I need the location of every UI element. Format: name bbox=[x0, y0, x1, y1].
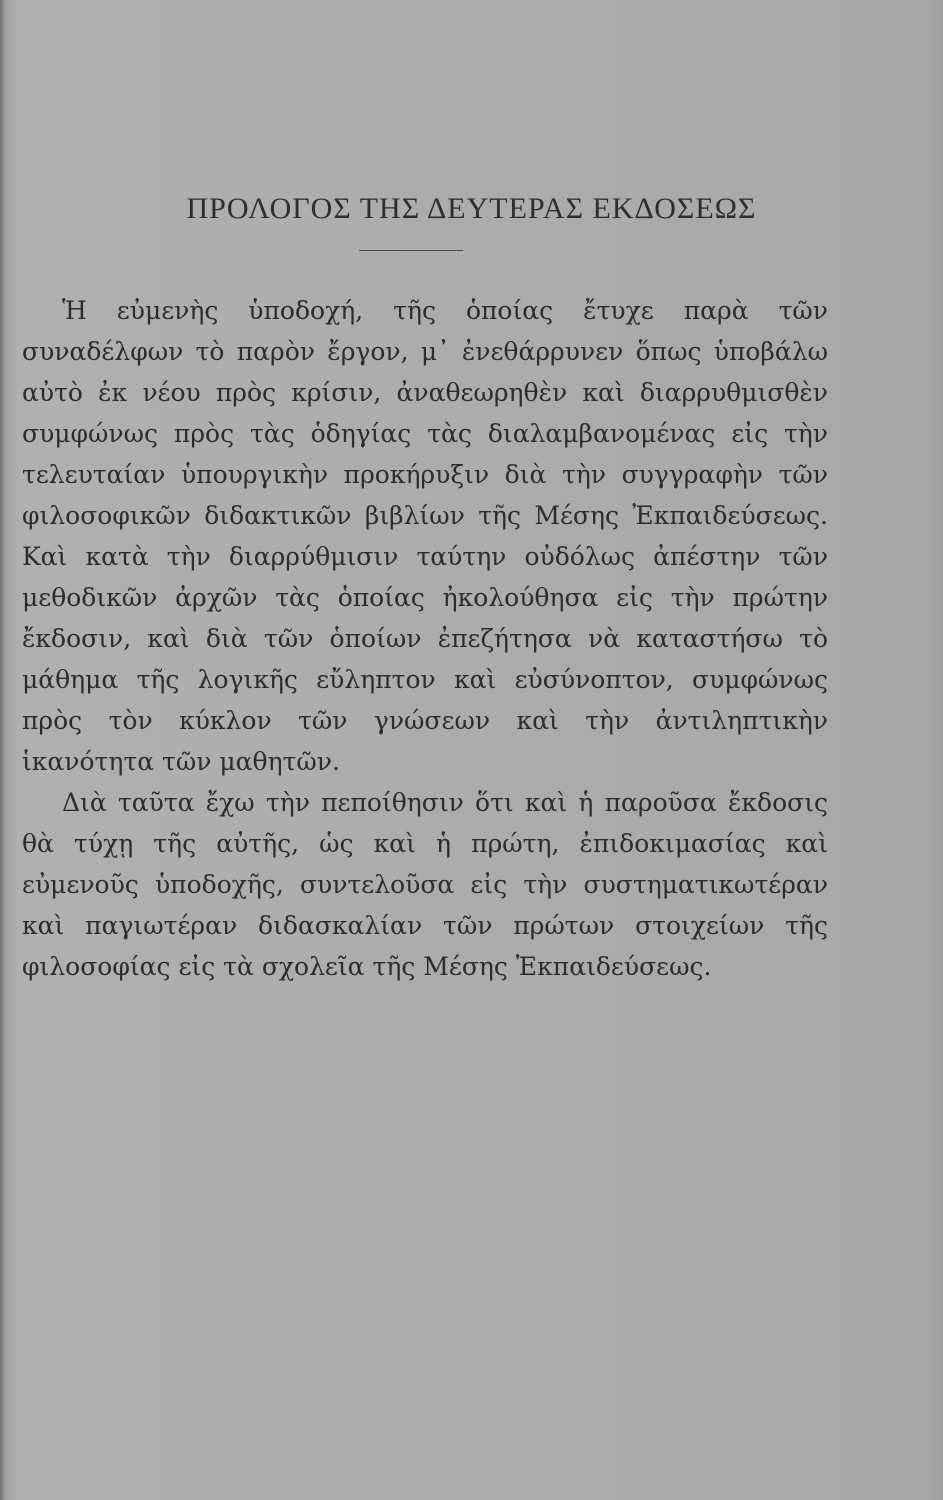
page-title: ΠΡΟΛΟΓΟΣ ΤΗΣ ΔΕΥΤΕΡΑΣ ΕΚΔΟΣΕΩΣ bbox=[186, 192, 757, 225]
preface-body bbox=[22, 290, 828, 987]
paragraph-1: Ἡ εὐμενὴς ὑποδοχή, τῆς ὁποίας ἔτυχε παρὰ τῶν συναδέλφων τὸ παρὸν ἔργον, μ᾽ ἐνεθάρρυνεν ὅπως ὑποβάλω αὐτὸ ἐκ νέου πρὸς κρίσιν, ἀναθεωρηθὲν καὶ διαρρυθμισθὲν συμφώνως πρὸς τὰς ὁδηγίας τὰς διαλαμβανομένας εἰς τὴν τελευταίαν ὑπουργικὴν προκήρυξιν διὰ τὴν συγγραφὴν τῶν φιλοσοφικῶν διδακτικῶν βιβλίων τῆς Μέσης Ἐκπαιδεύσεως. Καὶ κατὰ τὴν διαρρύθμισιν ταύτην οὐδόλως ἀπέστην τῶν μεθοδικῶν ἀρχῶν τὰς ὁποίας ἠκολούθησα εἰς τὴν πρώτην ἔκδοσιν, καὶ διὰ τῶν ὁποίων ἐπεζήτησα νὰ καταστήσω τὸ μάθημα τῆς λογικῆς εὔληπτον καὶ εὐσύνοπτον, συμφώνως πρὸς τὸν κύκλον τῶν γνώσεων καὶ τὴν ἀντιληπτικὴν ἱκανότητα τῶν μαθητῶν. bbox=[22, 296, 828, 776]
paragraph-2: Διὰ ταῦτα ἔχω τὴν πεποίθησιν ὅτι καὶ ἡ παροῦσα ἔκδοσις θὰ τύχῃ τῆς αὐτῆς, ὡς καὶ ἡ πρώτη, ἐπιδοκιμασίας καὶ εὐμενοῦς ὑποδοχῆς, συντελοῦσα εἰς τὴν συστηματικωτέραν καὶ παγιωτέραν διδασκαλίαν τῶν πρώτων στοιχείων τῆς φιλοσοφίας εἰς τὰ σχολεῖα τῆς Μέσης Ἐκπαιδεύσεως. bbox=[22, 788, 828, 981]
title-divider bbox=[359, 250, 463, 251]
